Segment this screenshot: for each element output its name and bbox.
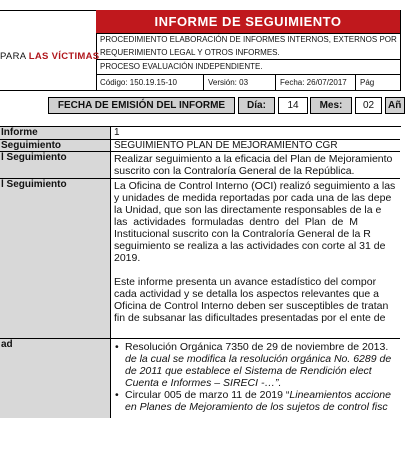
year-label: Añ xyxy=(385,97,405,114)
day-label: Día: xyxy=(238,97,275,114)
alcance-line: Oficina de Control Interno deben ser susceptibles de tratan xyxy=(114,300,389,312)
logo-prefix: PARA xyxy=(0,51,26,62)
seguimiento-value: SEGUIMIENTO PLAN DE MEJORAMIENTO CGR xyxy=(111,140,400,152)
objetivo-line-2: suscrito con la Contraloría General de la República. xyxy=(114,165,355,177)
logo-text xyxy=(0,51,99,62)
alcance-line: Institucional suscrito con la Contraloría General de la R xyxy=(114,228,371,240)
day-value: 14 xyxy=(278,97,308,114)
norm1-line-2: de la cual se modifica la resolución orgánica No. 6289 de xyxy=(125,353,392,365)
alcance-value xyxy=(111,179,400,339)
procedure-line-1: PROCEDIMIENTO ELABORACIÓN DE INFORMES INTERNOS, EXTERNOS POR xyxy=(100,35,397,44)
procedure-line-2: REQUERIMIENTO LEGAL Y OTROS INFORMES. xyxy=(96,46,400,60)
logo-cell xyxy=(0,10,100,90)
alcance-line: fin de subsanar las dificultades presentadas por el ente de xyxy=(114,312,386,324)
norm1-line-4: Cuenta e Informes – SIRECI -…”. xyxy=(125,377,282,389)
process-line: PROCESO EVALUACIÓN INDEPENDIENTE. xyxy=(96,60,400,75)
alcance-line: la Unidad, que son las directamente responsables de la e xyxy=(114,204,382,216)
alcance-line: cada actividad y se detalla los aspectos relevantes que a xyxy=(114,288,379,300)
norm1-line-3: de 2011 que establece el Sistema de Rendición elect xyxy=(125,365,372,377)
alcance-line: 2019. xyxy=(114,252,141,264)
alcance-line: Este informe presenta un avance estadístico del compor xyxy=(114,276,377,288)
month-value: 02 xyxy=(355,97,382,114)
norm2-line-1: • Circular 005 de marzo 11 de 2019 “Lineamientos accione xyxy=(125,389,391,401)
normatividad-item xyxy=(114,389,400,413)
emission-label: FECHA DE EMISIÓN DEL INFORME xyxy=(48,97,235,114)
date-cell: Fecha: 26/07/2017 xyxy=(276,75,356,90)
informe-label: Informe xyxy=(0,127,111,140)
objetivo-line-1: Realizar seguimiento a la eficacia del Plan de Mejoramiento xyxy=(114,153,393,165)
normatividad-value xyxy=(111,339,400,418)
emission-date-row xyxy=(48,97,400,114)
logo-emphasis: LAS VÍCTIMAS xyxy=(28,51,100,62)
alcance-line: las actividades formuladas dentro del Plan de M xyxy=(114,216,358,228)
objetivo-value xyxy=(111,152,400,179)
version-cell: Versión: 03 xyxy=(204,75,276,90)
document-title: INFORME DE SEGUIMIENTO xyxy=(96,10,400,34)
normatividad-list xyxy=(114,341,400,413)
month-label: Mes: xyxy=(310,97,352,114)
norm2-line-2: en Planes de Mejoramiento de los sujetos de control fisc xyxy=(125,401,388,413)
code-cell: Código: 150.19.15-10 xyxy=(96,75,204,90)
alcance-label: l Seguimiento xyxy=(0,179,111,339)
normatividad-item xyxy=(114,341,400,389)
norm1-line-1: • Resolución Orgánica 7350 de 29 de noviembre de 2013. xyxy=(125,341,389,353)
objetivo-label: l Seguimiento xyxy=(0,152,111,179)
normatividad-label: ad xyxy=(0,339,111,418)
alcance-line: seguimiento se realiza a las actividades con corte al 31 de xyxy=(114,240,386,252)
seguimiento-label: Seguimiento xyxy=(0,140,111,152)
alcance-line: La Oficina de Control Interno (OCI) realizó seguimiento a las xyxy=(114,180,396,192)
page-cell: Pág xyxy=(360,78,375,87)
alcance-line: y unidades de medida reportadas por cada una de las depe xyxy=(114,192,392,204)
informe-value: 1 xyxy=(111,127,400,140)
